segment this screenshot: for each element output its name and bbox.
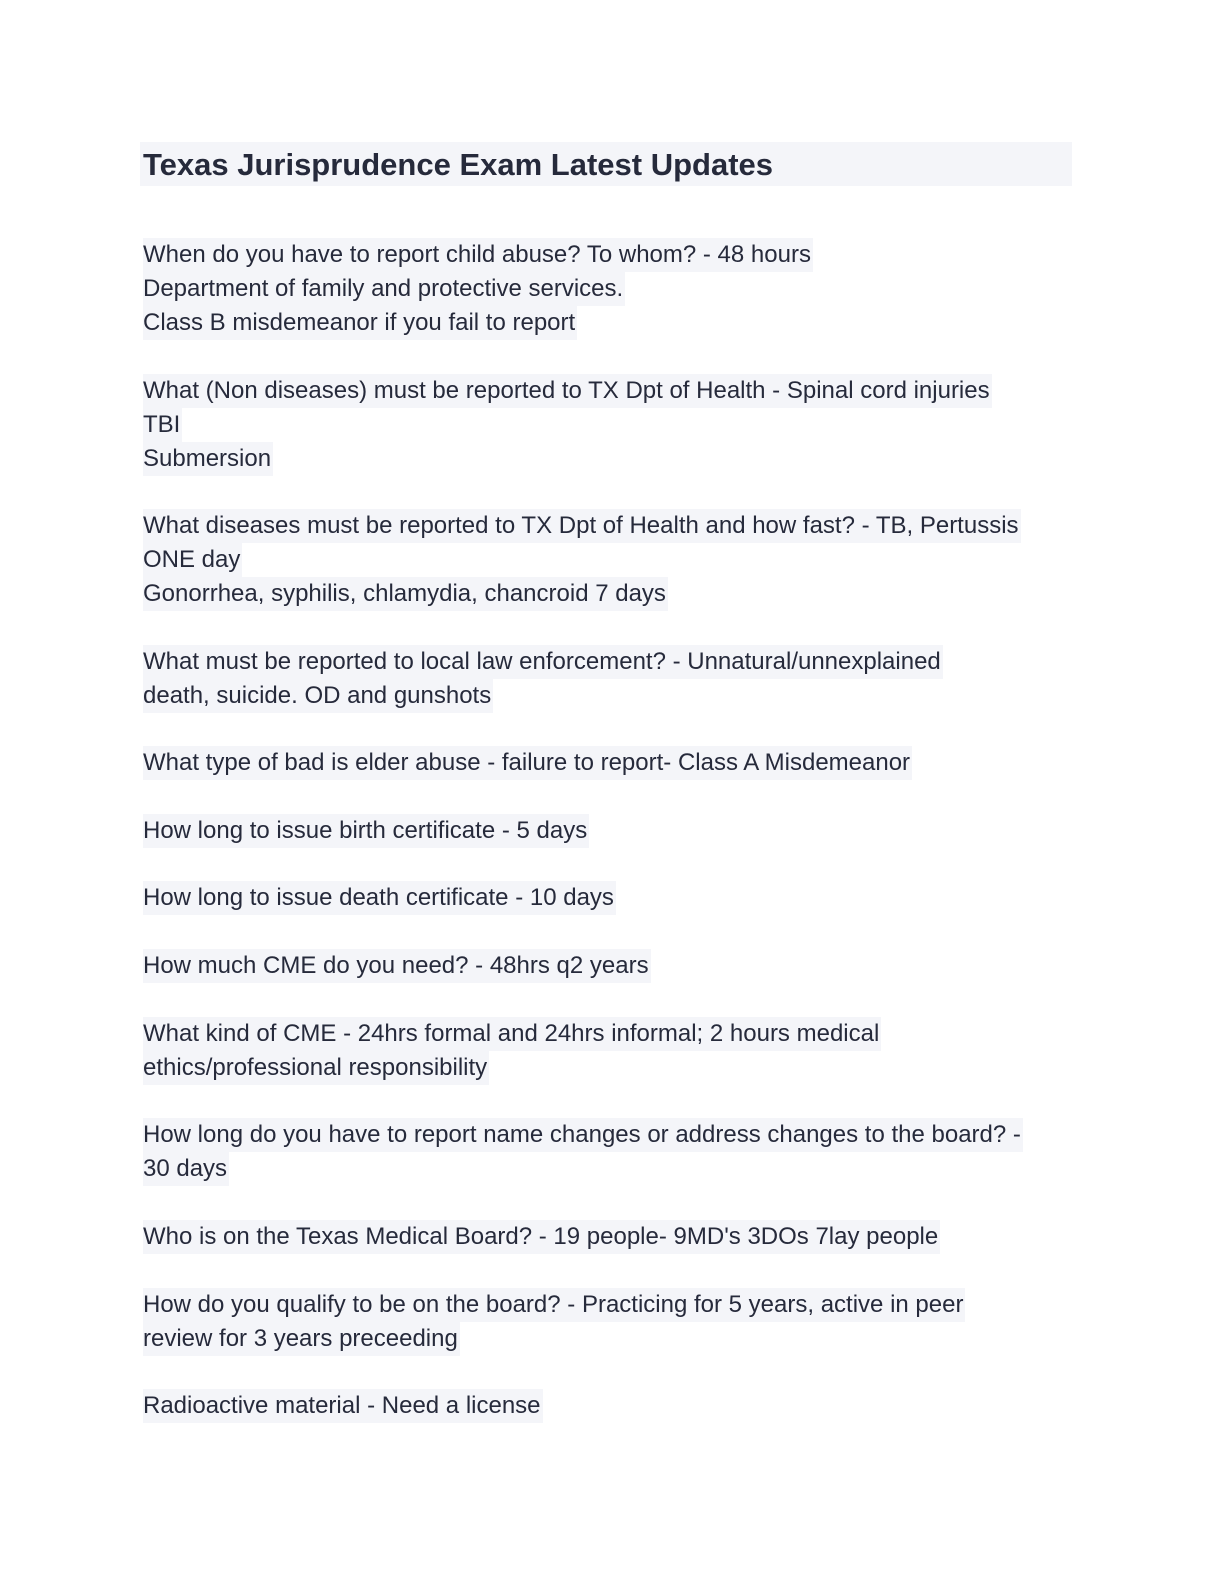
qa-line: When do you have to report child abuse? To whom? - 48 hours <box>143 238 813 272</box>
qa-line: How long to issue death certificate - 10 days <box>143 881 616 915</box>
qa-line: What type of bad is elder abuse - failure to report- Class A Misdemeanor <box>143 746 912 780</box>
qa-item-board-members <box>143 1220 1083 1254</box>
qa-item-radioactive-material <box>143 1389 1083 1423</box>
qa-item-birth-certificate <box>143 814 1083 848</box>
qa-line: Department of family and protective services. <box>143 272 625 306</box>
qa-line: What (Non diseases) must be reported to TX Dpt of Health - Spinal cord injuries <box>143 374 992 408</box>
qa-line: Gonorrhea, syphilis, chlamydia, chancroid 7 days <box>143 577 668 611</box>
qa-item-non-diseases <box>143 374 1083 476</box>
qa-item-diseases <box>143 509 1083 611</box>
qa-item-cme-kind <box>143 1017 1083 1085</box>
qa-item-law-enforcement <box>143 645 1083 713</box>
qa-line: review for 3 years preceeding <box>143 1322 460 1356</box>
qa-line: 30 days <box>143 1152 229 1186</box>
qa-line: death, suicide. OD and gunshots <box>143 679 493 713</box>
qa-line: How long to issue birth certificate - 5 days <box>143 814 589 848</box>
qa-item-name-address-change <box>143 1118 1083 1186</box>
qa-line: How do you qualify to be on the board? - Practicing for 5 years, active in peer <box>143 1288 965 1322</box>
qa-item-elder-abuse <box>143 746 1083 780</box>
qa-item-death-certificate <box>143 881 1083 915</box>
qa-line: ethics/professional responsibility <box>143 1051 489 1085</box>
qa-line: Class B misdemeanor if you fail to report <box>143 306 577 340</box>
qa-line: How long do you have to report name changes or address changes to the board? - <box>143 1118 1023 1152</box>
qa-line: Radioactive material - Need a license <box>143 1389 543 1423</box>
qa-line: What must be reported to local law enforcement? - Unnatural/unnexplained <box>143 645 943 679</box>
qa-line: TBI <box>143 408 182 442</box>
qa-line: What kind of CME - 24hrs formal and 24hrs informal; 2 hours medical <box>143 1017 881 1051</box>
qa-line: Who is on the Texas Medical Board? - 19 people- 9MD's 3DOs 7lay people <box>143 1220 940 1254</box>
qa-line: What diseases must be reported to TX Dpt of Health and how fast? - TB, Pertussis <box>143 509 1021 543</box>
qa-item-cme-amount <box>143 949 1083 983</box>
qa-item-child-abuse <box>143 238 1083 340</box>
qa-line: How much CME do you need? - 48hrs q2 years <box>143 949 651 983</box>
qa-line: Submersion <box>143 442 273 476</box>
qa-item-board-qualification <box>143 1288 1083 1356</box>
qa-line: ONE day <box>143 543 242 577</box>
page-title: Texas Jurisprudence Exam Latest Updates <box>143 147 774 182</box>
